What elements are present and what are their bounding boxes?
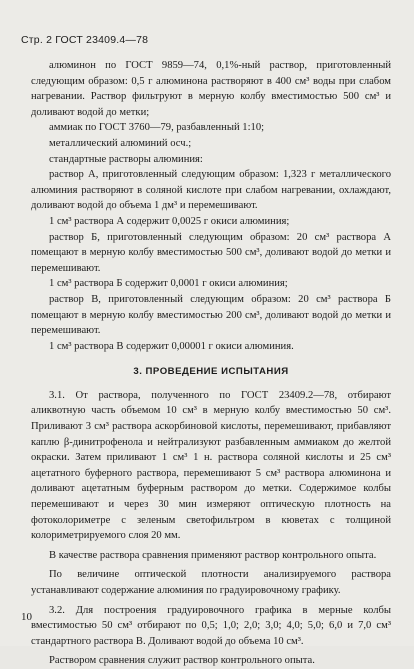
section-heading: 3. ПРОВЕДЕНИЕ ИСПЫТАНИЯ <box>133 366 289 378</box>
paragraph-metal-aluminum: металлический алюминий осч.; <box>49 137 192 149</box>
paragraph-solution-v: раствор В, приготовленный следующим образом: 20 см³ раствора Б помещают в мерную колбу вместимостью 200 см³, доливают водой до метки и перемешивают. <box>31 293 391 337</box>
paragraph-solution-b-content: 1 см³ раствора Б содержит 0,0001 г окиси алюминия; <box>49 278 288 290</box>
paragraph-standard-solutions: стандартные растворы алюминия: <box>49 153 203 165</box>
paragraph-3-2: 3.2. Для построения градуировочного графика в мерные колбы вместимостью 50 см³ отбирают по 0,5; 1,0; 2,0; 3,0; 4,0; 5,0; 6,0 и 7,0 см³ стандартного раствора В. Доливают водой до объема 10 см³. <box>31 604 391 647</box>
paragraph-reference-solution: Раствором сравнения служит раствор контрольного опыта. <box>49 655 315 667</box>
paragraph-solution-v-content: 1 см³ раствора В содержит 0,00001 г окиси алюминия. <box>49 340 294 352</box>
paragraph-solution-a-content: 1 см³ раствора А содержит 0,0025 г окиси алюминия; <box>49 215 290 227</box>
paragraph-alyuminon: алюминон по ГОСТ 9859—74, 0,1%-ный раствор, приготовленный следующим образом: 0,5 г алюминона растворяют в 400 см³ воды при слабом нагревании. Раствор фильтруют в мерную колбу вместимостью 500 см³ и доливают водой до метки; <box>31 60 391 118</box>
paragraph-comparison-solution: В качестве раствора сравнения применяют раствор контрольного опыта. <box>49 549 377 561</box>
paragraph-ammiak: аммиак по ГОСТ 3760—79, разбавленный 1:10; <box>49 122 265 134</box>
document-body <box>31 58 391 669</box>
page-header: Стр. 2 ГОСТ 23409.4—78 <box>21 34 149 46</box>
paragraph-solution-b: раствор Б, приготовленный следующим образом: 20 см³ раствора А помещают в мерную колбу вместимостью 500 см³, доливают водой до метки и перемешивают. <box>31 231 391 274</box>
paragraph-3-1: 3.1. От раствора, полученного по ГОСТ 23409.2—78, отбирают аликвотную часть объемом 10 см³ в мерную колбу вместимостью 50 см³. Приливают 3 см³ раствора аскорбиновой кислоты, перемешивают, прибавляют каплю β-динитрофенола и нейтрализуют разбавленным аммиаком до желтой окраски. Затем приливают 1 см³ 1 н. раствора соляной кислоты и 25 см³ ацетатного буферного раствора, перемешивают 5 см³ раствора алюминона и доливают ацетатным буферным раствором до метки. Содержимое колбы перемешивают и через 30 мин измеряют оптическую плотность на фотоколориметре с зеленым светофильтром в кюветах с толщиной колориметрируемого слоя 20 мм. <box>31 389 391 542</box>
page-number: 10 <box>21 611 32 623</box>
paragraph-optical-density: По величине оптической плотности анализируемого раствора устанавливают содержание алюминия по градуировочному графику. <box>31 569 391 596</box>
paragraph-solution-a: раствор А, приготовленный следующим образом: 1,323 г металлического алюминия растворяют в соляной кислоте при слабом нагревании, охлаждают, доливают водой до объема 1 дм³ и перемешивают. <box>31 169 391 212</box>
